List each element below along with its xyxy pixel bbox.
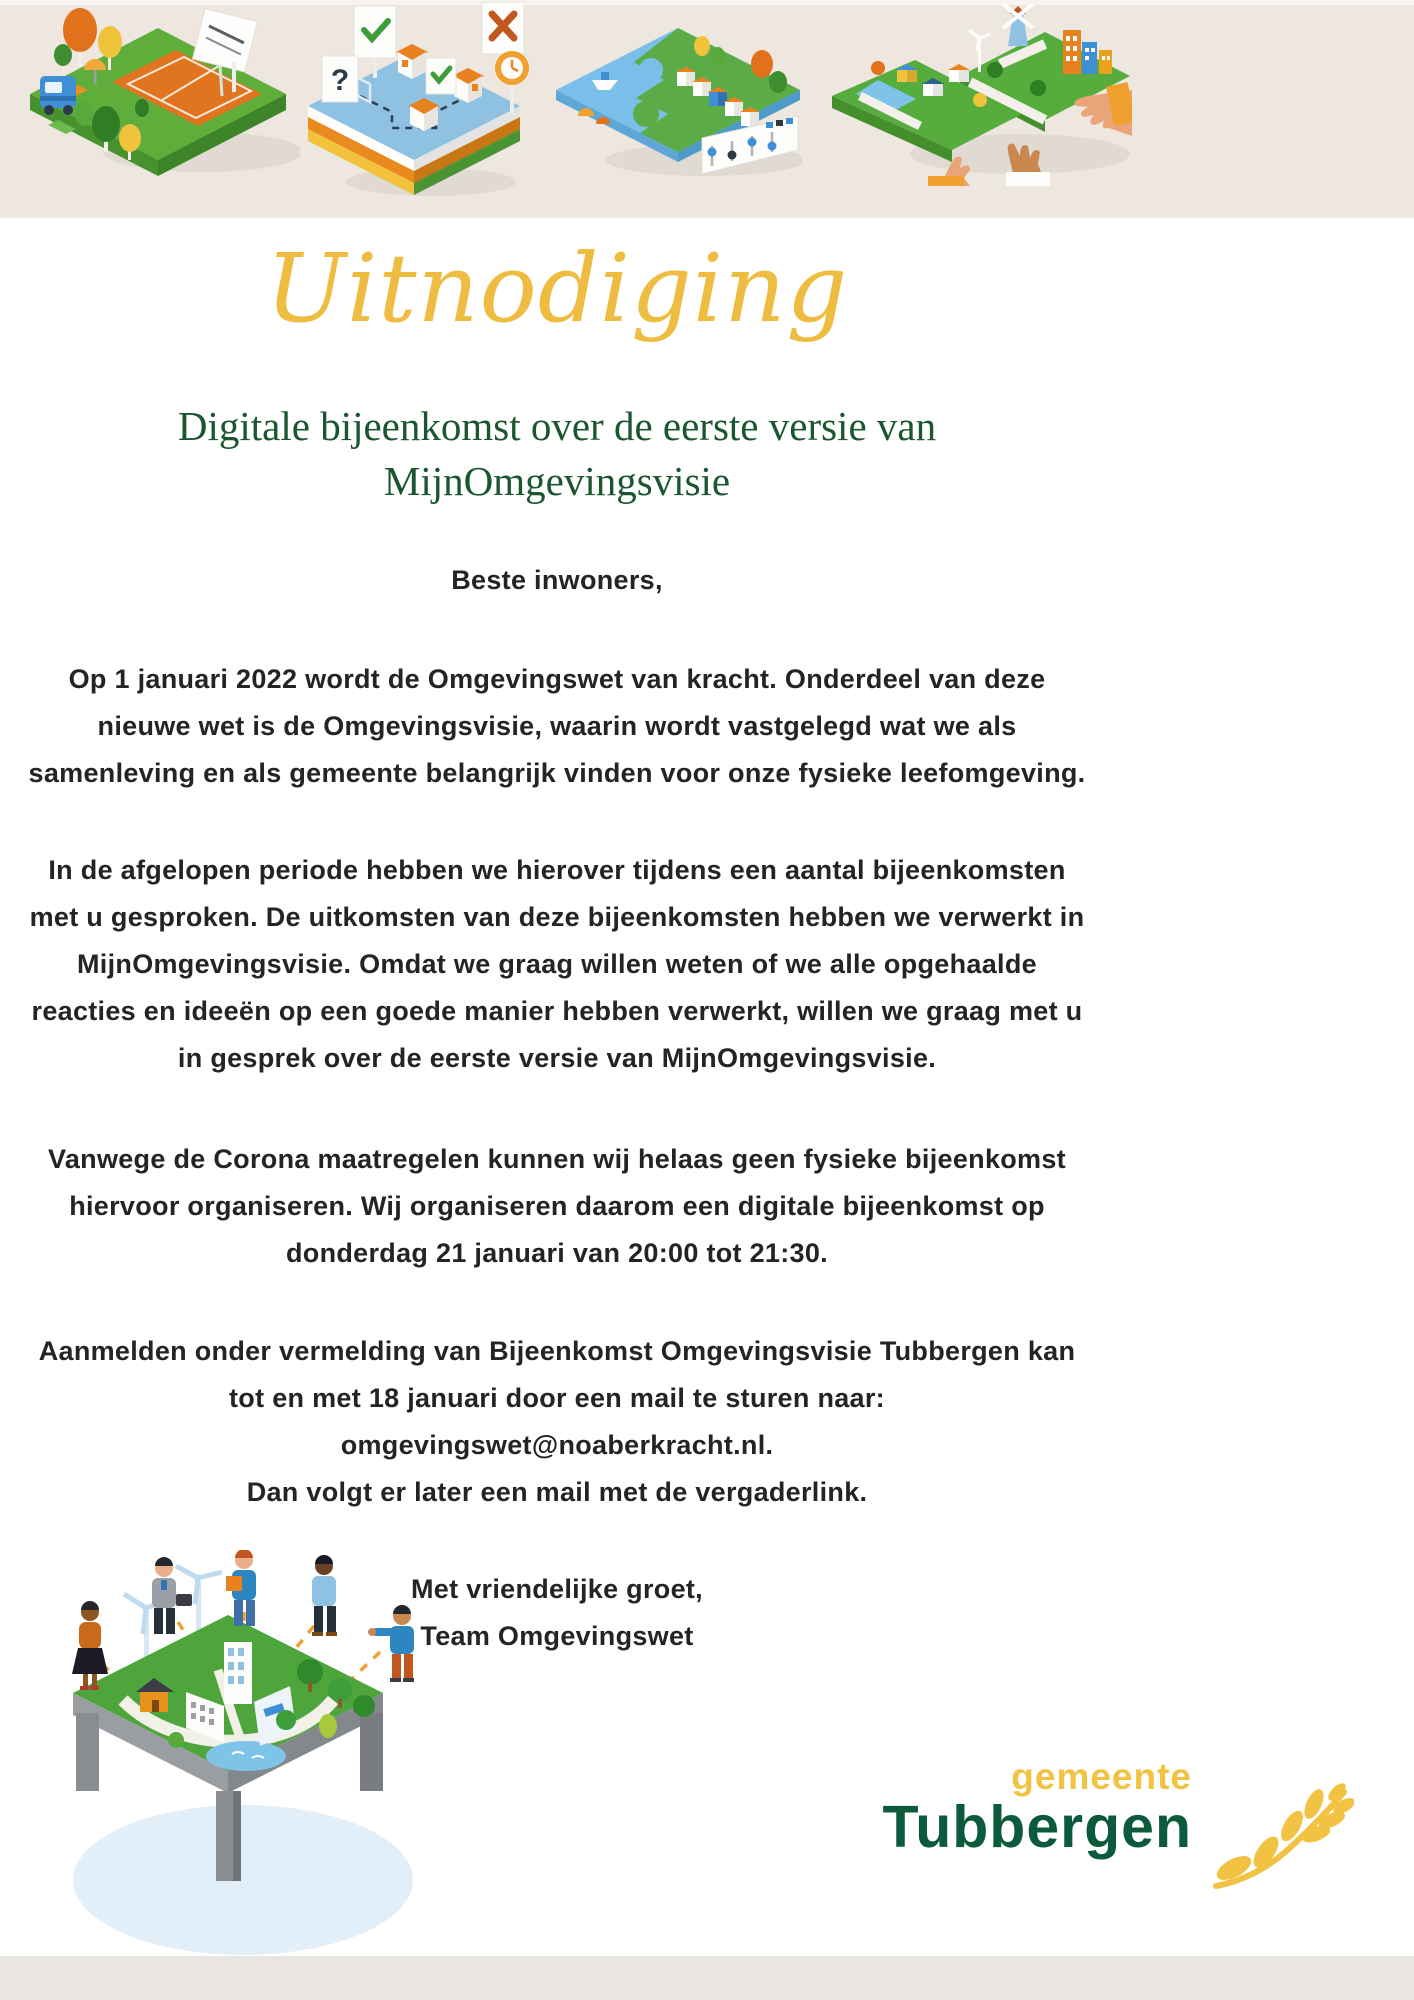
- wheat-ear-icon: [1204, 1782, 1354, 1892]
- footer-strip: [0, 1956, 1414, 2000]
- text-line: nieuwe wet is de Omgevingsvisie, waarin wordt vastgelegd wat we als: [97, 711, 1017, 741]
- people-around-planning-table-illustration: [28, 1550, 430, 1992]
- logo-gemeente-label: gemeente: [1011, 1756, 1192, 1797]
- person-man-lightblue: [312, 1555, 337, 1636]
- logo-text: [852, 1758, 1192, 1858]
- gemeente-tubbergen-logo: [834, 1758, 1354, 1908]
- salutation: Beste inwoners,: [451, 565, 663, 595]
- page-title: Uitnodiging: [265, 234, 849, 344]
- text-line: reacties en ideeën op een goede manier hebben verwerkt, willen we graag met u: [31, 996, 1083, 1026]
- logo-tubbergen-label: Tubbergen: [882, 1794, 1192, 1860]
- text-line: Aanmelden onder vermelding van Bijeenkomst Omgevingsvisie Tubbergen kan: [38, 1336, 1076, 1366]
- text-line: tot en met 18 januari door een mail te sturen naar:: [229, 1383, 885, 1413]
- team-name: Team Omgevingswet: [420, 1621, 694, 1651]
- text-line: met u gesproken. De uitkomsten van deze bijeenkomsten hebben we verwerkt in: [29, 902, 1085, 932]
- person-man-pointing: [368, 1605, 414, 1682]
- paragraph-1: [0, 656, 1114, 797]
- subtitle-line-2: MijnOmgevingsvisie: [383, 458, 731, 504]
- text-line: Vanwege de Corona maatregelen kunnen wij helaas geen fysieke bijeenkomst: [48, 1144, 1066, 1174]
- subtitle-line-1: Digitale bijeenkomst over de eerste versie van: [177, 403, 937, 449]
- text-line: MijnOmgevingsvisie. Omdat we graag willen weten of we alle opgehaalde: [77, 949, 1037, 979]
- person-man-suit: [152, 1557, 192, 1634]
- page-subtitle: [0, 399, 1114, 509]
- closing-line: Met vriendelijke groet,: [411, 1574, 703, 1604]
- paragraph-3: [0, 1136, 1114, 1277]
- text-line: hiervoor organiseren. Wij organiseren daarom een digitale bijeenkomst op: [69, 1191, 1045, 1221]
- text-line: donderdag 21 januari van 20:00 tot 21:30.: [286, 1238, 828, 1268]
- email-address: omgevingswet@noaberkracht.nl.: [340, 1430, 774, 1460]
- person-woman-orange: [72, 1601, 108, 1690]
- text-line: Dan volgt er later een mail met de vergaderlink.: [246, 1477, 868, 1507]
- paragraph-4: [0, 1328, 1114, 1516]
- paragraph-2: [0, 847, 1114, 1082]
- person-woman-folder: [226, 1550, 256, 1626]
- text-line: In de afgelopen periode hebben we hierover tijdens een aantal bijeenkomsten: [48, 855, 1066, 885]
- text-line: in gesprek over de eerste versie van MijnOmgevingsvisie.: [177, 1043, 937, 1073]
- text-line: Op 1 januari 2022 wordt de Omgevingswet van kracht. Onderdeel van deze: [68, 664, 1046, 694]
- text-line: samenleving en als gemeente belangrijk vinden voor onze fysieke leefomgeving.: [28, 758, 1086, 788]
- svg-text:?: ?: [330, 64, 350, 97]
